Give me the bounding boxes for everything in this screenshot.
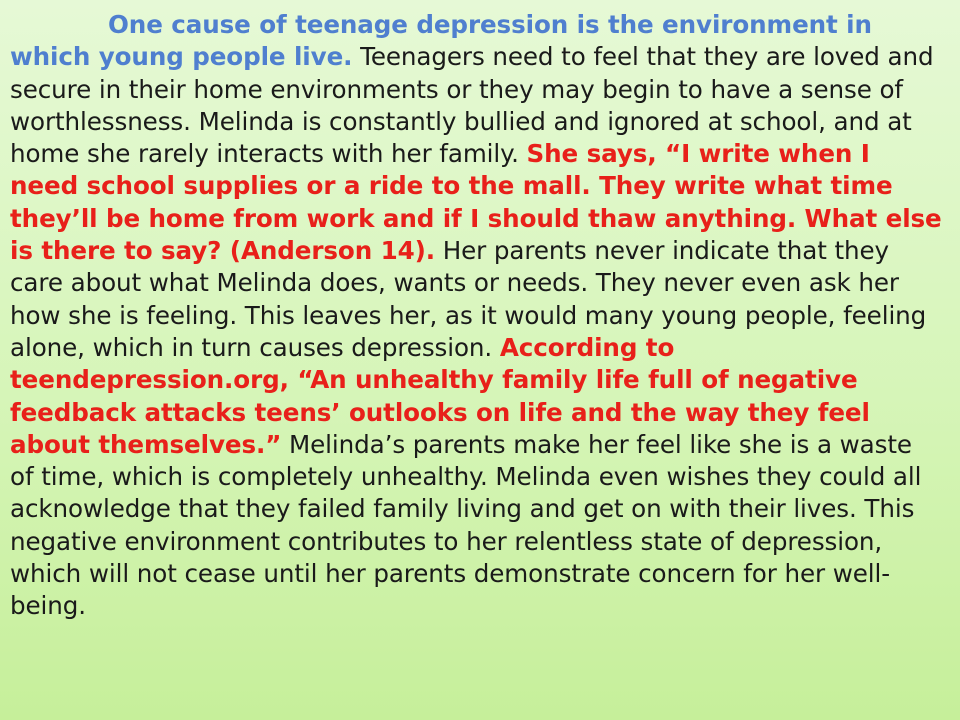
quote-teendepression: According to teendepression.org, “An unhealthy family life full of negative feedback attacks teens’ outlooks on life and the way they feel about themselves.” (10, 332, 870, 459)
body-text-3: Melinda’s parents make her feel like she is a waste of time, which is completely unhealthy. Melinda even wishes they could all acknowledge that they failed family living and get on with their lives. This negative environment contributes to her relentless state of depression, which will not cease until her parents demonstrate concern for her well-being. (10, 429, 922, 621)
body-text-1: Teenagers need to feel that they are loved and secure in their home environments or they may begin to have a sense of worthlessness. Melinda is constantly bullied and ignored at school, and at home she rarely interacts with her family. (10, 42, 934, 169)
topic-sentence: One cause of teenage depression is the environment in which young people live. (10, 10, 872, 72)
body-text-2: Her parents never indicate that they care about what Melinda does, wants or needs. They never even ask her how she is feeling. This leaves her, as it would many young people, feeling alone, which in turn causes depression. (10, 236, 927, 362)
essay-paragraph (10, 9, 942, 623)
quote-anderson: She says, “I write when I need school supplies or a ride to the mall. They write what time they’ll be home from work and if I should thaw anything. What else is there to say? (Anderson 14). (10, 139, 942, 266)
